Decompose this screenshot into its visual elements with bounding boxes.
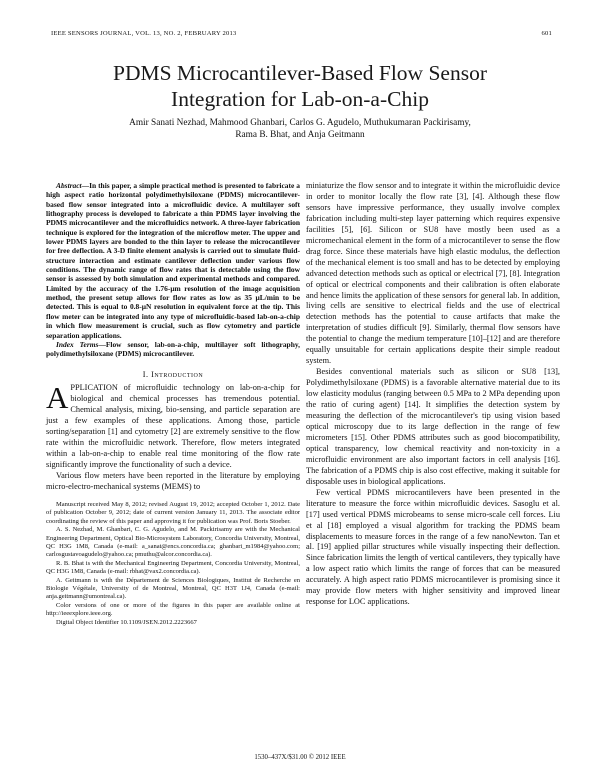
abstract [46,181,300,340]
intro-paragraph-1-text: PPLICATION of microfluidic technology on lab-on-a-chip for biological and chemical processes has tremendous potential. Chemical analysis, mixing, bio-sensing, and particle separation are just a few examples of these applications. Among those, particle sorting/separation [1] and cytometry [2] are extremely sensitive to the flow rate within the microfluidic network. Therefore, flow meters integrated within a lab-on-a-chip to enable real time monitoring of the flow rate significantly improve the functionality of such a device. [46,383,300,470]
footnote-affiliation-2: R. B. Bhat is with the Mechanical Engineering Department, Concordia University, Montreal, QC H3G 1M8, Canada (e-mail: rbhat@vax2.concordia.ca). [46,559,300,576]
footnote-affiliation-1: A. S. Nezhad, M. Ghanbari, C. G. Agudelo, and M. Packirisamy are with the Mechanical Engineering Department, Optical Bio-Microsystem Laboratory, Concordia University, Montreal, QC H3G 1M8, Canada (e-mail: a_sanat@encs.concordia.ca; ghanbari_m1984@yahoo.com; carlosgustavoagudelo@yahoo.ca; pmuthu@alcor.concordia.ca). [46,526,300,559]
right-column [306,181,560,608]
left-column [46,181,300,627]
index-terms-label: Index Terms [56,339,99,349]
index-terms [46,340,300,359]
intro-paragraph-1 [46,380,300,471]
abstract-label: Abstract [56,181,82,190]
body-paragraph-3: Few vertical PDMS microcantilevers have been presented in the literature to measure the force within microfluidic devices. Sasoglu et al. [17] used vertical PDMS microbeams to sense micro-scale cell forces. Liu et al [18] employed a visual algorithm for tracking the PDMS beam displacements to measure forces in the range of a few nanoNewton. Tan et al. [19] applied pillar structures while visually inspecting their deflection. Since fabrication limits the length of vertical cantilevers, they typically have a low aspect ratio which limits the range of forces that can be measured accurately. A high aspect ratio PDMS microcantilever is promising since it may provide flow meters with higher sensitivity and improved linear response for LOC applications. [306,487,560,607]
page-number: 601 [541,30,552,37]
footnotes [46,501,300,627]
index-terms-text: —Flow sensor, lab-on-a-chip, multilayer soft lithography, polydimethylsiloxane (PDMS) microcantilever. [46,339,300,359]
abstract-text: —In this paper, a simple practical method is presented to fabricate a high aspect ratio horizontal polydimethylsiloxane (PDMS) microcantilever-based flow sensor integrated into a microfluidic device. A multilayer soft lithography process is developed to fabricate a thin PDMS layer involving the PDMS microcantilever and the microfluidics network. A three-layer fabrication technique is explored for the integration of the microflow meter. The upper and lower PDMS layers are bonded to the thin layer to release the microcantilever for free deflection. A 3-D finite element analysis is carried out to simulate fluid-structure interaction and estimate cantilever deflection under various flow conditions. The dynamic range of flow rates that is detectable using the flow sensor is assessed by both simulation and experimental methods and compared. Limited by the accuracy of the 1.76-μm resolution of the image acquisition method, the present setup allows for flow rates as low as 35 μL/min to be detected. This is equal to 0.8-μN resolution in equivalent force at the tip. This flow meter can be integrated into any type of microfluidic-based lab-on-a-chip in which flow measurement is crucial, such as flow cytometry and particle separation applications. [46,181,300,340]
paper-title [40,60,560,112]
journal-name: IEEE SENSORS JOURNAL, VOL. 13, NO. 2, FEBRUARY 2013 [51,30,237,37]
footnote-manuscript: Manuscript received May 8, 2012; revised August 19, 2012; accepted October 1, 2012. Date of publication October 9, 2012; date of current version January 11, 2013. The associate editor coordinating the review of this paper and approving it for publication was Prof. Boris Stoeber. [46,501,300,525]
body-paragraph-2: Besides conventional materials such as silicon or SU8 [13], Polydimethylsiloxane (PDMS) is a favorable alternative material due to its low elasticity modulus (ranging between 0.5 MPa to 2 MPa depending upon the ratio of curing agent) [14]. It simplifies the detection system by measuring the deflection of the microcantilever's tip using vision based optical microscopy due to its large deflection in the range of few micrometers [15]. Other PDMS attributes such as good biocompatibility, optical transparency, low chemical reactivity and non-toxicity in a microfluidic environment are also important factors in cell analysis [16]. The fabrication of a PDMS chip is also cost effective, making it suitable for disposable uses in biological applications. [306,367,560,486]
authors-line-1: Amir Sanati Nezhad, Mahmood Ghanbari, Carlos G. Agudelo, Muthukumaran Packirisamy, [129,118,471,128]
intro-paragraph-2: Various flow meters have been reported in the literature by employing micro-electro-mechanical systems (MEMS) to [46,471,300,492]
page-footer: 1530–437X/$31.00 © 2012 IEEE [254,754,346,761]
title-line-2: Integration for Lab-on-a-Chip [171,87,429,111]
running-header [51,30,552,37]
title-line-1: PDMS Microcantilever-Based Flow Sensor [113,61,487,85]
footnote-color: Color versions of one or more of the figures in this paper are available online at http://ieeexplore.ieee.org. [46,601,300,618]
body-paragraph-1: miniaturize the flow sensor and to integrate it within the microfluidic device in order to monitor locally the flow rate [3], [4]. Although these flow sensors have impressive performance, they usually involve complex fabrication including multi-step layer patterning which requires expensive facilities [5], [6]. Silicon or SU8 have mostly been used as a micromechanical element in the form of a microcantilever to sense the flow drag force. Since these materials have high elastic modulus, the deflection of the mechanical element is too small and has to be detected by employing advanced detection methods such as optical or electrical [7], [8]. Integration of optical or electrical components and their calibration is often elaborate and hence limits the application of these sensors for general lab. In addition, living cells are sensitive to electrical fields and the use of electrical detection methods has the potential to cause artifacts that make the interpretation of studies difficult [9]. Similarly, thermal flow sensors have the potential to change the medium temperature [10]–[12] and are therefore equally unsuitable for certain applications despite their simple readout system. [306,181,560,366]
authors-line-2: Rama B. Bhat, and Anja Geitmann [235,130,365,140]
footnote-affiliation-3: A. Geitmann is with the Département de Sciences Biologiques, Institut de Recherche en Biologie Végétale, University of de Montreal, Montreal, QC H3T 1J4, Canada (e-mail: anja.geitmann@umontreal.ca). [46,576,300,601]
drop-cap: A [46,380,69,416]
author-list [90,117,510,141]
footnote-doi: Digital Object Identifier 10.1109/JSEN.2012.2223667 [56,618,197,626]
section-heading: I. Introduction [142,369,204,379]
